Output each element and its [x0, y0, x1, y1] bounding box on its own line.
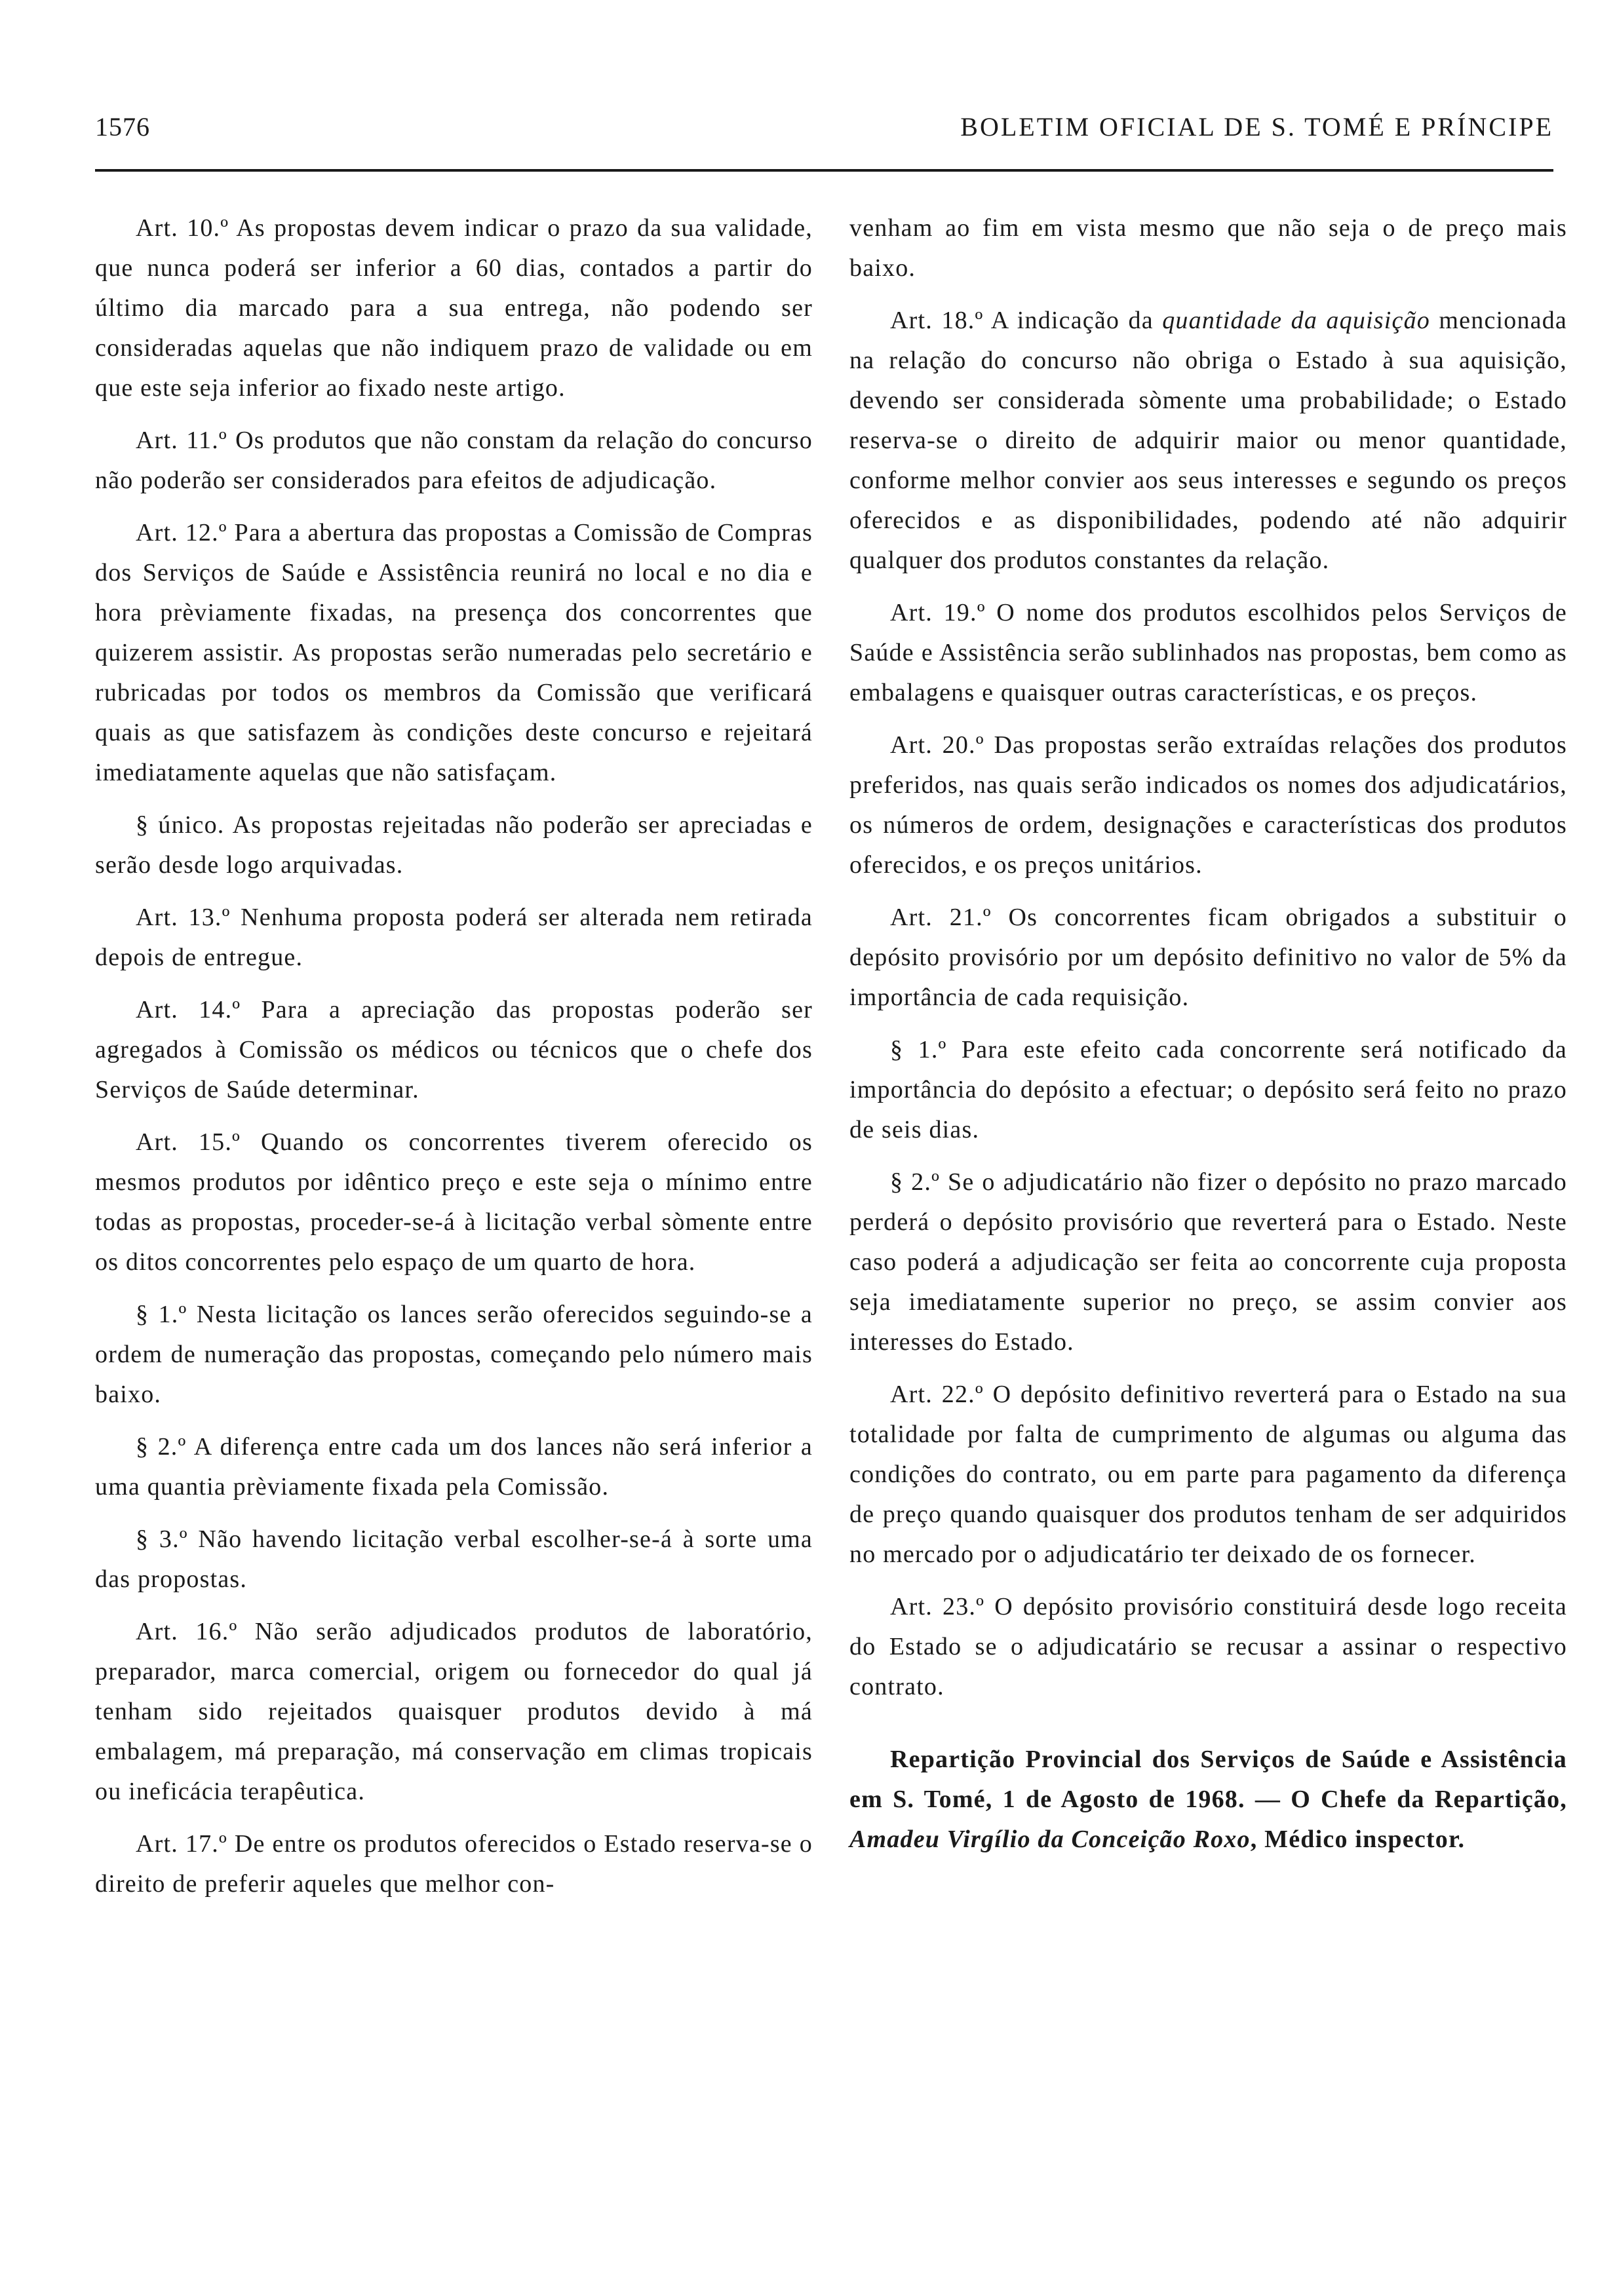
- left-column: [95, 208, 813, 1917]
- article-15: Art. 15.º Quando os concorrentes tiverem oferecido os mesmos produtos por idêntico preço e este seja o mínimo entre todas as propostas, proceder-se-á à licitação verbal sòmente entre os ditos concorrentes pelo espaço de um quarto de hora.: [95, 1128, 813, 1276]
- article-16: Art. 16.º Não serão adjudicados produtos de laboratório, preparador, marca comercial, origem ou fornecedor do qual já tenham sido rejeitados quaisquer produtos devido à má embalagem, má preparação, má conservação em climas tropicais ou ineficácia terapêutica.: [95, 1618, 813, 1805]
- article-15-paragraph-2: § 2.º A diferença entre cada um dos lances não será inferior a uma quantia prèviamente fixada pela Comissão.: [95, 1433, 813, 1501]
- article-18: [849, 301, 1567, 581]
- article-13: Art. 13.º Nenhuma proposta poderá ser alterada nem retirada depois de entregue.: [95, 904, 813, 971]
- article-21-paragraph-1: § 1.º Para este efeito cada concorrente será notificado da importância do depósito a efectuar; o depósito será feito no prazo de seis dias.: [849, 1036, 1567, 1143]
- article-14: Art. 14.º Para a apreciação das propostas poderão ser agregados à Comissão os médicos ou técnicos que o chefe dos Serviços de Saúde determinar.: [95, 996, 813, 1103]
- article-17-start: Art. 17.º De entre os produtos oferecidos o Estado reserva-se o direito de preferir aqueles que melhor con-: [95, 1830, 813, 1898]
- article-15-paragraph-3: § 3.º Não havendo licitação verbal escolher-se-á à sorte uma das propostas.: [95, 1525, 813, 1593]
- article-12-single-paragraph: § único. As propostas rejeitadas não poderão ser apreciadas e serão desde logo arquivadas.: [95, 811, 813, 879]
- header-rule: [95, 169, 1553, 172]
- article-17-continuation: venham ao fim em vista mesmo que não seja o de preço mais baixo.: [849, 214, 1567, 282]
- article-20: Art. 20.º Das propostas serão extraídas relações dos produtos preferidos, nas quais serão indicados os nomes dos adjudicatários, os números de ordem, designações e características dos produtos oferecidos, e os preços unitários.: [849, 731, 1567, 879]
- article-22: Art. 22.º O depósito definitivo reverterá para o Estado na sua totalidade por falta de cumprimento de algumas ou alguma das condições do contrato, ou em parte para pagamento da diferença de preço quando quaisquer dos produtos tenham de ser adquiridos no mercado por o adjudicatário ter deixado de os fornecer.: [849, 1381, 1567, 1568]
- article-19: Art. 19.º O nome dos produtos escolhidos pelos Serviços de Saúde e Assistência serão sublinhados nas propostas, bem como as embalagens e quaisquer outras características, e os preços.: [849, 599, 1567, 706]
- signatory-title: , Médico inspector.: [1250, 1826, 1466, 1853]
- article-18-text-before: Art. 18.º A indicação da: [890, 307, 1163, 334]
- article-10: Art. 10.º As propostas devem indicar o prazo da sua validade, que nunca poderá ser inferior a 60 dias, contados a partir do último dia marcado para a sua entrega, não podendo ser consideradas aquelas que não indiquem prazo de validade ou em que este seja inferior ao fixado neste artigo.: [95, 214, 813, 402]
- closing-text: Repartição Provincial dos Serviços de Saúde e Assistência em S. Tomé, 1 de Agosto de 1968. — O Chefe da Repartição,: [849, 1746, 1567, 1813]
- page-number: 1576: [95, 112, 150, 142]
- article-12: Art. 12.º Para a abertura das propostas a Comissão de Compras dos Serviços de Saúde e Assistência reunirá no local e no dia e hora prèviamente fixadas, na presença dos concorrentes que quizerem assistir. As propostas serão numeradas pelo secretário e rubricadas por todos os membros da Comissão que verificará quais as que satisfazem às condições deste concurso e rejeitará imediatamente aquelas que não satisfaçam.: [95, 519, 813, 786]
- article-23: Art. 23.º O depósito provisório constituirá desde logo receita do Estado se o adjudicatário se recusar a assinar o respectivo contrato.: [849, 1593, 1567, 1700]
- publication-title: BOLETIM OFICIAL DE S. TOMÉ E PRÍNCIPE: [960, 112, 1553, 142]
- article-11: Art. 11.º Os produtos que não constam da relação do concurso não poderão ser considerados para efeitos de adjudicação.: [95, 427, 813, 494]
- article-21: Art. 21.º Os concorrentes ficam obrigados a substituir o depósito provisório por um depósito definitivo no valor de 5% da importância de cada requisição.: [849, 904, 1567, 1011]
- article-15-paragraph-1: § 1.º Nesta licitação os lances serão oferecidos seguindo-se a ordem de numeração das propostas, começando pelo número mais baixo.: [95, 1301, 813, 1408]
- article-18-italic-term: quantidade da aquisição: [1162, 307, 1430, 334]
- page-header: [95, 105, 1553, 157]
- signatory-name: Amadeu Virgílio da Conceição Roxo: [849, 1826, 1251, 1853]
- article-21-paragraph-2: § 2.º Se o adjudicatário não fizer o depósito no prazo marcado perderá o depósito provisório que reverterá para o Estado. Neste caso poderá a adjudicação ser feita ao concorrente cuja proposta seja imediatamente superior no preço, se assim convier aos interesses do Estado.: [849, 1168, 1567, 1356]
- closing-signature-block: [849, 1740, 1567, 1860]
- right-column: [849, 208, 1567, 1872]
- article-18-text-after: mencionada na relação do concurso não obriga o Estado à sua aquisição, devendo ser considerada sòmente uma probabilidade; o Estado reserva-se o direito de adquirir maior ou menor quantidade, conforme melhor convier aos seus interesses e segundo os preços oferecidos e as disponibilidades, podendo até não adquirir qualquer dos produtos constantes da relação.: [849, 307, 1567, 574]
